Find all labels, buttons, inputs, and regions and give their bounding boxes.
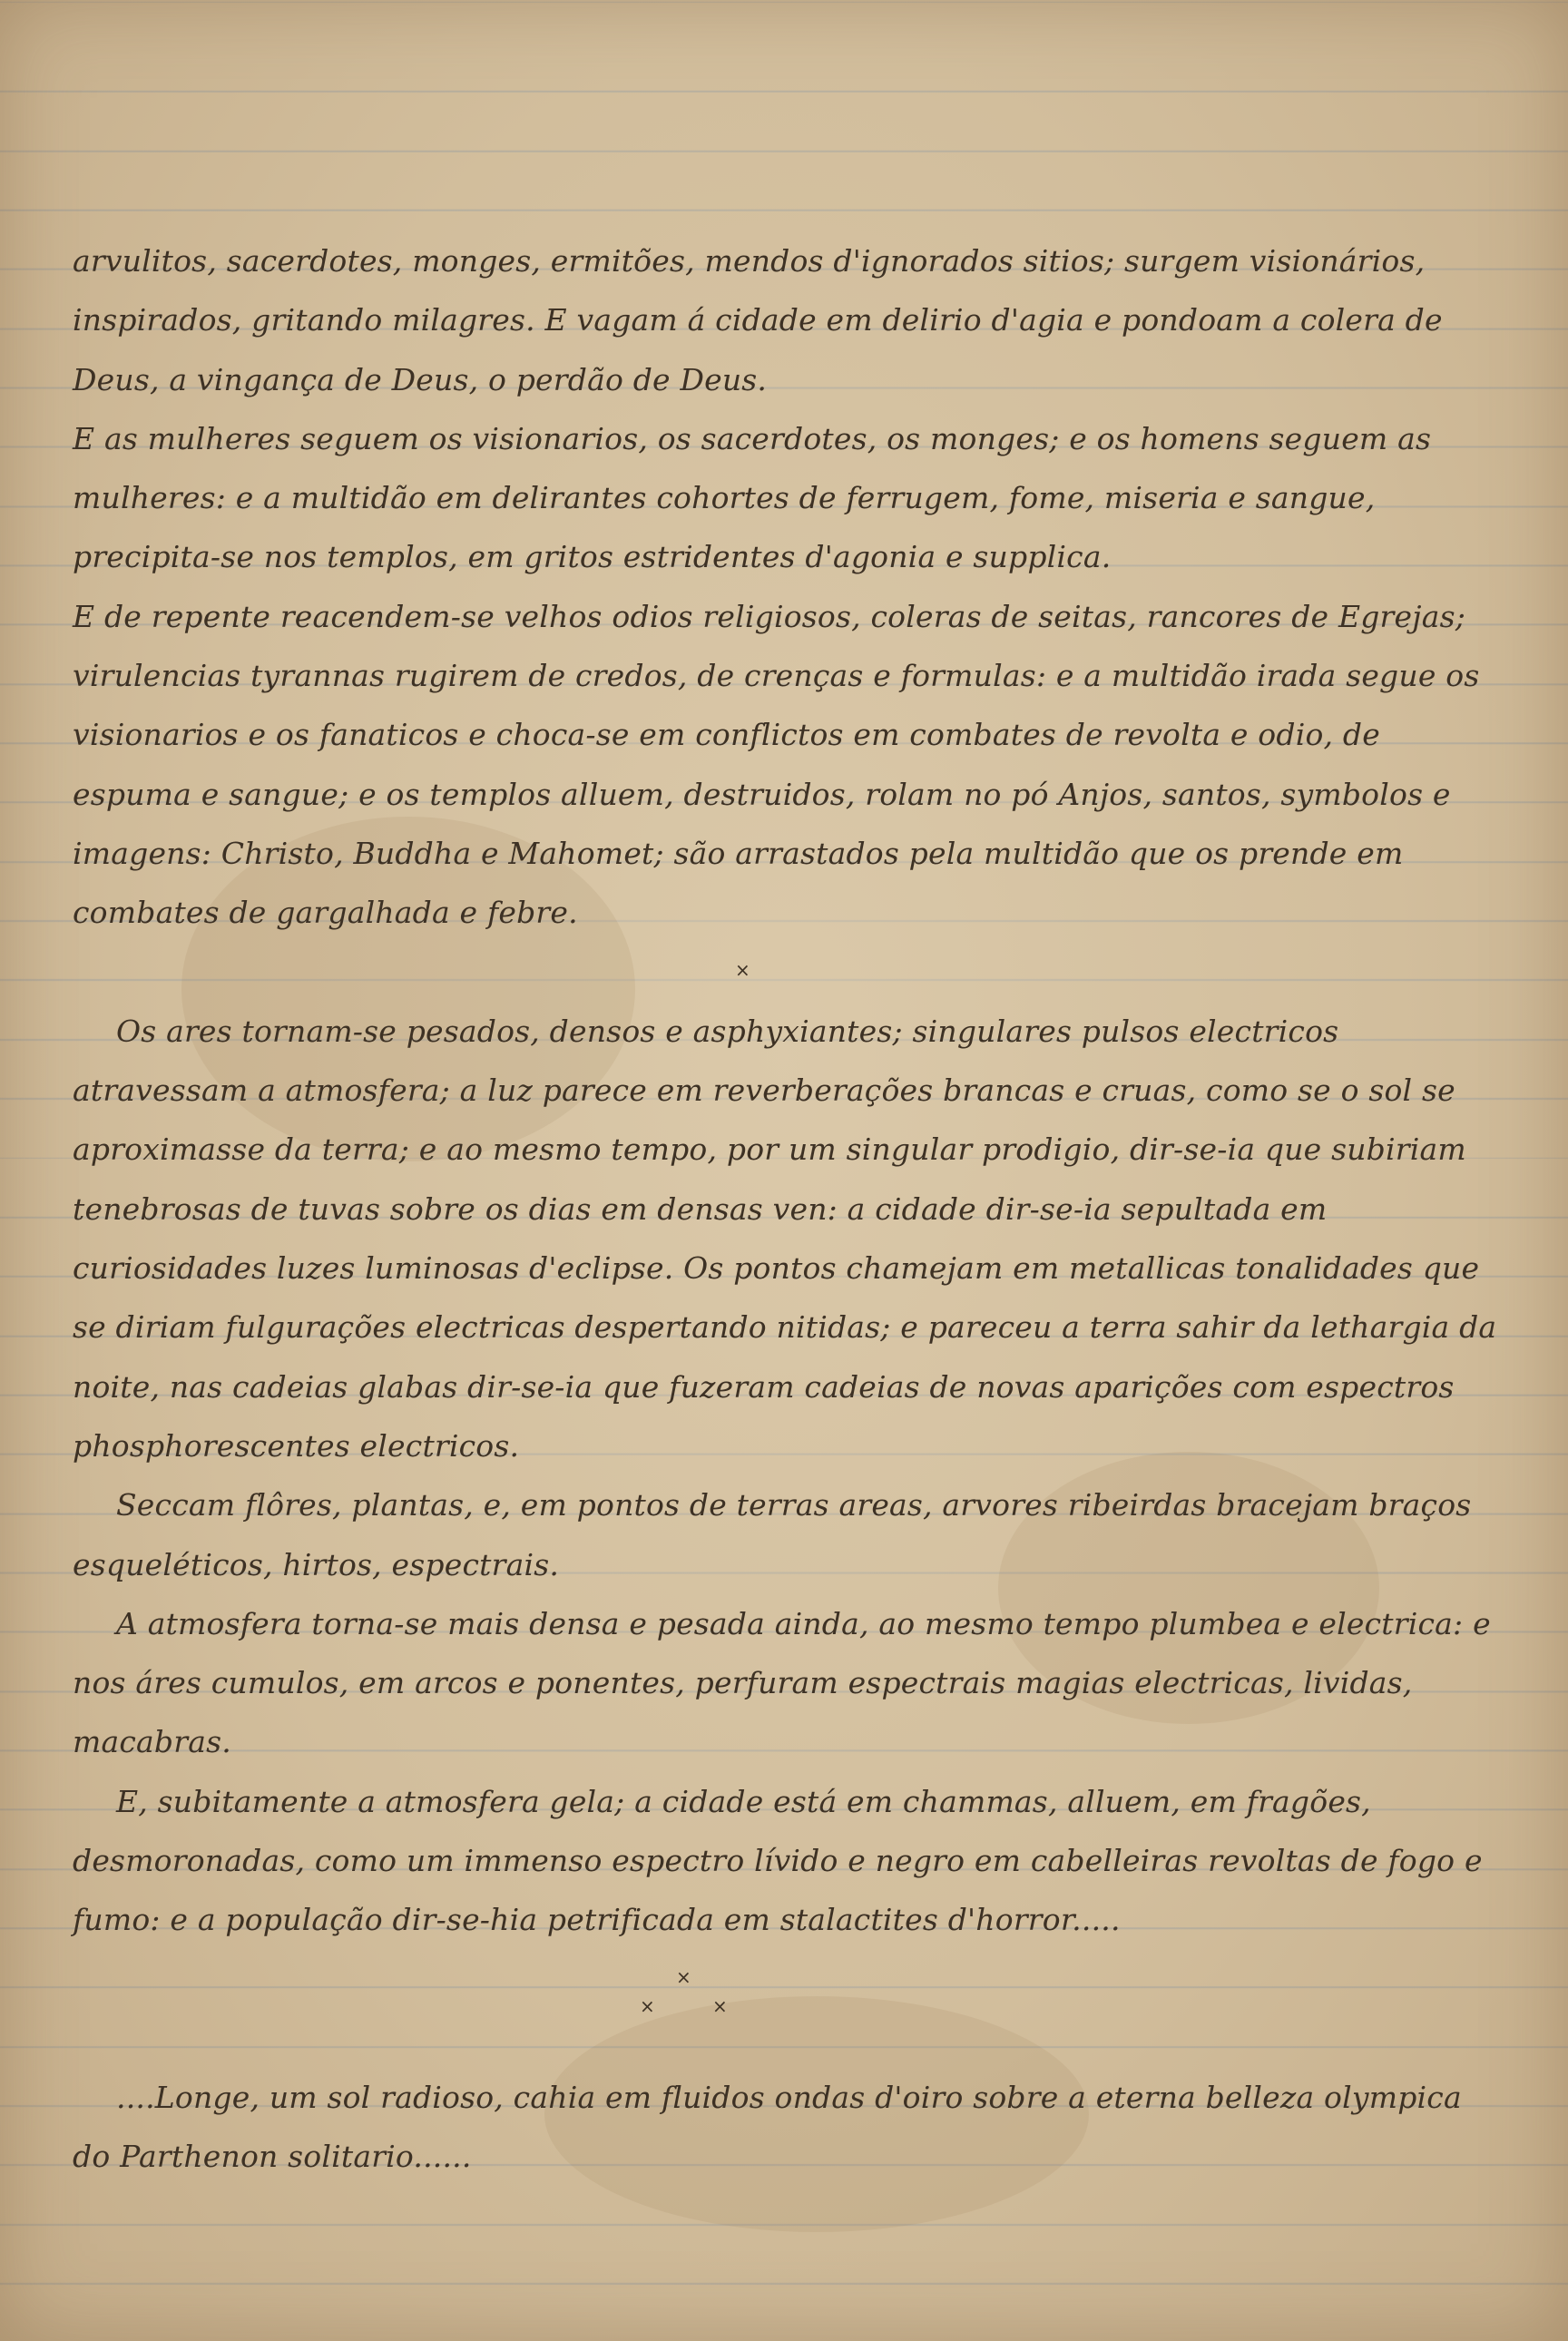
- separator-mark: ×: [712, 1994, 728, 2017]
- paragraph-4: Os ares tornam-se pesados, densos e asphyxiantes; singulares pulsos electricos atravessam a atmosfera; a luz parece em reverberações brancas e cruas, como se o sol se aproximasse da terra; e ao mesmo tempo, por um singular prodigio, dir-se-ia que subiriam tenebrosas de tuvas sobre os dias em densas ven: a cidade dir-se-ia sepultada em curiosidades luzes luminosas d'eclipse. Os pontos chamejam em metallicas tonalidades que se diriam fulgurações electricas despertando nitidas; e pareceu a terra sahir da lethargia da noite, nas cadeias glabas dir-se-ia que fuzeram cadeias de novas aparições com espectros phosphorescentes electricos.: [73, 1013, 1497, 1464]
- paragraph-7: E, subitamente a atmosfera gela; a cidade está em chammas, alluem, em fragões, desmoronadas, como um immenso espectro lívido e negro em cabelleiras revoltas de fogo e fumo: e a população dir-se-hia petrificada em stalactites d'horror.....: [73, 1783, 1483, 1938]
- paragraph-1: arvulitos, sacerdotes, monges, ermitões, mendos d'ignorados sitios; surgem visionários, inspirados, gritando milagres. E vagam á cidade em delirio d'agia e pondoam a colera de Deus, a vingança de Deus, o perdão de Deus.: [73, 243, 1443, 397]
- paragraph-2: E as mulheres seguem os visionarios, os sacerdotes, os monges; e os homens seguem as mulheres: e a multidão em delirantes cohortes de ferrugem, fome, miseria e sangue, precipita-se nos templos, em gritos estridentes d'agonia e supplica.: [73, 420, 1432, 575]
- section-separator: [73, 943, 1506, 1002]
- handwritten-text: [73, 231, 1506, 2186]
- separator-mark: ×: [735, 958, 750, 981]
- paragraph-5: Seccam flôres, plantas, e, em pontos de terras areas, arvores ribeirdas bracejam braços esqueléticos, hirtos, espectrais.: [73, 1487, 1472, 1582]
- paragraph-3: E de repente reacendem-se velhos odios religiosos, coleras de seitas, rancores de Egrejas; virulencias tyrannas rugirem de credos, de crenças e formulas: e a multidão irada segue os visionarios e os fanaticos e choca-se em conflictos em combates de revolta e odio, de espuma e sangue; e os templos alluem, destruidos, rolam no pó Anjos, santos, symbolos e imagens: Christo, Buddha e Mahomet; são arrastados pela multidão que os prende em combates de gargalhada e febre.: [73, 598, 1480, 931]
- separator-mark: ×: [676, 1965, 691, 1988]
- separator-mark: ×: [640, 1994, 655, 2017]
- section-separator-triple: [73, 1950, 1506, 2068]
- closing-paragraph: ....Longe, um sol radioso, cahia em fluidos ondas d'oiro sobre a eterna belleza olympica do Parthenon solitario......: [73, 2079, 1462, 2174]
- paragraph-6: A atmosfera torna-se mais densa e pesada ainda, ao mesmo tempo plumbea e electrica: e nos áres cumulos, em arcos e ponentes, perfuram espectrais magias electricas, lividas, macabras.: [73, 1605, 1491, 1760]
